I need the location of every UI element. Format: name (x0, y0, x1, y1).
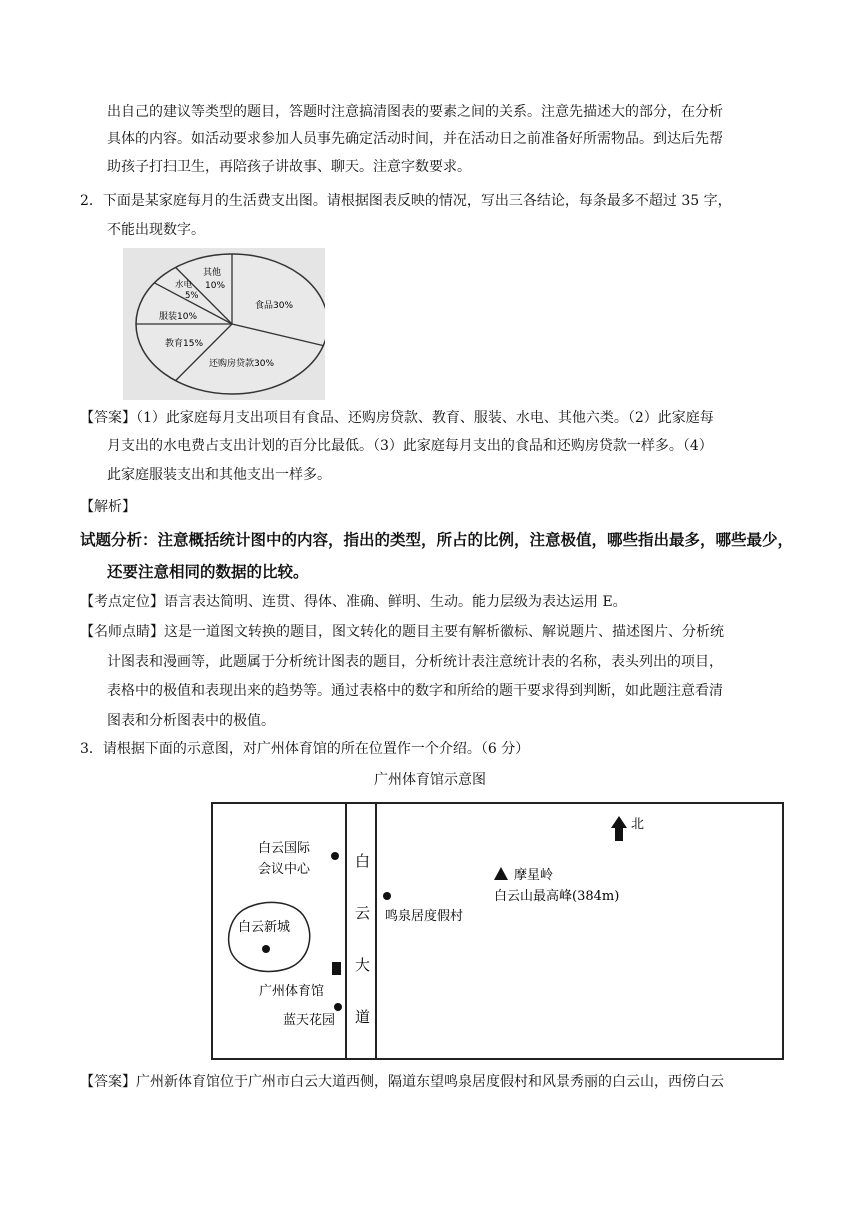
answer-2-line-1: 【答案】（1）此家庭每月支出项目有食品、还购房贷款、教育、服装、水电、其他六类。（2）此家庭每 (80, 410, 714, 426)
pie-label-edu: 教育15% (165, 339, 204, 349)
road-char-3: 大 (355, 956, 371, 974)
pie-label-cloth: 服装10% (159, 312, 198, 322)
answer-2-line-3: 此家庭服装支出和其他支出一样多。 (107, 467, 331, 483)
analysis-line-1: 试题分析：注意概括统计图中的内容，指出的类型，所占的比例，注意极值，哪些指出最多，哪些最少， (80, 531, 794, 549)
north-label: 北 (631, 817, 645, 832)
newtown-dot (262, 945, 270, 953)
mingshi-line-1: 【名师点睛】这是一道图文转换的题目，图文转化的题目主要有解析徽标、解说题片、描述图片、分析统 (80, 624, 724, 640)
pie-label-other-pct: 10% (205, 281, 226, 291)
resort-label: 鸣泉居度假村 (385, 909, 464, 924)
expense-pie-chart (123, 248, 325, 400)
garden-label: 蓝天花园 (283, 1013, 336, 1028)
road-char-2: 云 (355, 904, 371, 922)
pie-slices (136, 254, 325, 394)
paragraph-line-2: 具体的内容。如活动要求参加人员事先确定活动时间，并在活动日之前准备好所需物品。到达后先帮 (107, 131, 723, 147)
answer-2-line-2: 月支出的水电费占支出计划的百分比最低。（3）此家庭每月支出的食品和还购房贷款一样多。（4） (107, 438, 713, 454)
mingshi-line-4: 图表和分析图表中的极值。 (107, 713, 275, 729)
kaodian: 【考点定位】语言表达简明、连贯、得体、准确、鲜明、生动。能力层级为表达运用 E。 (80, 594, 627, 610)
stadium-marker (332, 962, 341, 975)
pie-label-water: 水电 (175, 280, 193, 290)
question-3: 3．请根据下面的示意图，对广州体育馆的所在位置作一个介绍。（6 分） (80, 741, 530, 757)
conference-label-2: 会议中心 (258, 862, 311, 877)
paragraph-line-3: 助孩子打扫卫生，再陪孩子讲故事、聊天。注意字数要求。 (107, 159, 471, 175)
question-2: 2．下面是某家庭每月的生活费支出图。请根据图表反映的情况，写出三各结论，每条最多不超过 35 字， (80, 193, 732, 209)
peak-icon (494, 867, 508, 880)
pie-label-other: 其他 (203, 268, 222, 278)
garden-dot (334, 1003, 342, 1011)
newtown-label: 白云新城 (238, 920, 291, 935)
analysis-heading: 【解析】 (80, 499, 136, 515)
analysis-line-2: 还要注意相同的数据的比较。 (107, 563, 309, 581)
peak-desc: 白云山最高峰(384m) (494, 889, 620, 904)
map-title: 广州体育馆示意图 (374, 772, 486, 788)
stadium-map (211, 802, 784, 1060)
pie-label-food: 食品30% (255, 301, 294, 311)
paragraph-line-1: 出自己的建议等类型的题目，答题时注意搞清图表的要素之间的关系。注意先描述大的部分，在分析 (107, 104, 723, 120)
mingshi-line-3: 表格中的极值和表现出来的趋势等。通过表格中的数字和所给的题干要求得到判断，如此题注意看清 (107, 683, 723, 699)
north-arrow-icon (611, 816, 627, 841)
pie-label-water-pct: 5% (185, 291, 199, 301)
conference-label: 白云国际 (258, 841, 311, 856)
newtown-outline (229, 902, 310, 971)
answer-3-line-1: 【答案】广州新体育馆位于广州市白云大道西侧，隔道东望鸣泉居度假村和风景秀丽的白云山，西傍白云 (80, 1074, 724, 1090)
road-char-4: 道 (355, 1008, 371, 1026)
peak-name: 摩星岭 (514, 868, 554, 883)
resort-dot (383, 892, 391, 900)
road-char-1: 白 (355, 852, 371, 870)
stadium-label: 广州体育馆 (259, 984, 325, 999)
mingshi-line-2: 计图表和漫画等，此题属于分析统计图表的题目，分析统计表注意统计表的名称，表头列出的项目， (107, 654, 723, 670)
question-2-cont: 不能出现数字。 (107, 222, 205, 238)
pie-label-loan: 还购房贷款30% (209, 359, 275, 369)
conference-dot (331, 852, 339, 860)
